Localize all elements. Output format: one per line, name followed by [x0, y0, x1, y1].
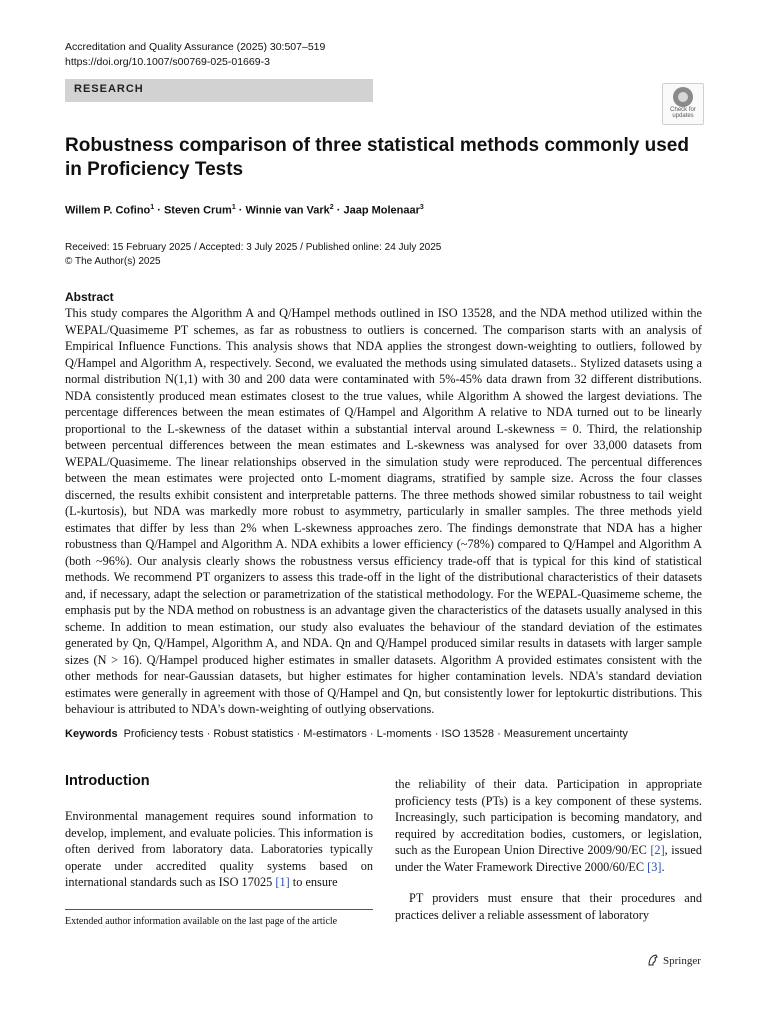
introduction-paragraph-right: the reliability of their data. Participation in appropriate proficiency tests (PTs) is a key component of these systems. Increasingly, such participation is becoming mandatory, and required by accreditation bodies, customers, or legislation, such as the European Union Directive 2009/90/EC [2], issued under the Water Framework Directive 2000/60/EC [3]. — [395, 777, 702, 874]
doi-link[interactable]: https://doi.org/10.1007/s00769-025-01669-3 — [65, 56, 270, 68]
author-name[interactable]: Steven Crum — [163, 204, 232, 217]
springer-horse-icon — [646, 953, 660, 967]
citation-link[interactable]: [2] — [650, 843, 665, 857]
citation-link[interactable]: [3] — [647, 859, 662, 874]
copyright-line: © The Author(s) 2025 — [65, 256, 161, 267]
section-label-bar — [65, 79, 373, 102]
publisher-name: Springer — [663, 955, 701, 967]
check-updates-icon — [673, 87, 693, 107]
introduction-paragraph-left: Environmental management requires sound information to develop, implement, and evaluate policies. This information is often derived from laboratory data. Laboratories typically operate under accredited quality systems based on international standards such as ISO 17025 [1] to ensure — [65, 809, 373, 889]
author-affiliation: 2 — [329, 204, 334, 211]
section-label: RESEARCH — [74, 83, 144, 95]
author-affiliation: 1 — [150, 204, 155, 211]
footnote: Extended author information available on the last page of the article — [65, 916, 338, 927]
article-title: Robustness comparison of three statistical methods commonly used in Proficiency Tests — [65, 135, 689, 180]
introduction-paragraph-right-2: PT providers must ensure that their procedures and practices deliver a reliable assessment of laboratory — [395, 891, 702, 922]
abstract-text: This study compares the Algorithm A and Q/Hampel methods outlined in ISO 13528, and the NDA method utilized within the WEPAL/Quasimeme PT schemes, as far as robustness to outliers is concerned. The comparison starts with an analysis of Empirical Influence Functions. This analysis shows that NDA applies the strongest down-weighting to outliers, followed by Q/Hampel and Algorithm A, respectively. Second, we evaluated the methods using simulated datasets.. Stylized datasets using a normal distribution N(1,1) with 30 and 200 data were contaminated with 5%-45% data drawn from 32 different distributions. NDA consistently produced mean estimates closest to the true values, while Algorithm A showed the largest deviations. The percentage differences between the mean estimates of Q/Hampel and Algorithm A relative to NDA turned out to be linearly proportional to the L-skewness of the dataset within a substantial interval around L-skewness = 0. Third, the relationship between percentual differences between the mean estimates and L-skewness was analysed for over 33,000 datasets from WEPAL/Quasimeme. The linear relationships observed in the simulation study were reproduced. The percentual differences between the mean estimates were projected onto L-moment diagrams, stratified by sample size. Across the four classes discerned, the results exhibit consistent and interpretable patterns. The three methods showed similar robustness to tail weight (L-kurtosis), but NDA was markedly more robust to asymmetry, particularly in smaller samples. The three methods yield estimates that differ by less than 2% when L-skewness approaches zero. The findings demonstrate that NDA has a higher robustness than Q/Hampel and Algorithm A. NDA exhibits a lower efficiency (~78%) compared to Q/Hampel and Algorithm A (both ~96%). Our analysis clearly shows the robustness versus efficiency trade-off that is typical for this kind of statistical methods. We recommend PT organizers to assess this trade-off in the light of the distributional characteristics of their datasets and, if necessary, adapt the selection or parametrization of the statistical methodology. For the WEPAL-Quasimeme scheme, the emphasis put by the NDA method on robustness is an advantage given the characteristics of the datasets usually analysed in this scheme. In addition to mean estimation, our study also evaluates the behaviour of the standard deviation of the estimates generated by Qn, Q/Hampel, Algorithm A, and NDA. Qn and Q/Hampel produced similar results in datasets with larger sample sizes (N > 16). Q/Hampel produced higher estimates in smaller datasets. Algorithm A provided estimates consistent with the other methods for near-Gaussian datasets, but higher estimates for higher contamination levels. NDA's standard deviation estimates were generally in agreement with those of Q/Hampel and Qn, but consistently lower for leptokurtic distributions. This behaviour is attributed to NDA's down-weighting of outlying observations. — [65, 306, 702, 716]
author-affiliation: 3 — [419, 204, 424, 211]
journal-citation: Accreditation and Quality Assurance (2025) 30:507–519 — [65, 41, 326, 53]
introduction-heading: Introduction — [65, 773, 150, 789]
badge-line1: Check for — [670, 107, 696, 113]
journal-header — [65, 40, 325, 70]
author-name[interactable]: Willem P. Cofino — [65, 204, 151, 217]
author-name[interactable]: Winnie van Vark — [245, 204, 330, 217]
badge-line2: updates — [672, 113, 694, 119]
keywords-list: Proficiency tests · Robust statistics · M-estimators · L-moments · ISO 13528 · Measurement uncertainty — [123, 728, 628, 740]
keywords-label: Keywords — [65, 728, 118, 740]
abstract-heading: Abstract — [65, 290, 114, 304]
keywords — [65, 728, 628, 740]
publisher-logo — [646, 953, 701, 967]
author-affiliation: 1 — [231, 204, 236, 211]
received-accepted-published: Received: 15 February 2025 / Accepted: 3 July 2025 / Published online: 24 July 2025 — [65, 242, 442, 253]
author-list: Willem P. Cofino$^1$ · Steven Crum$^1$ · Winnie van Vark$^2$ · Jaap Molenaar$^3$ — [65, 204, 424, 217]
author-name[interactable]: Jaap Molenaar — [343, 204, 420, 217]
footnote-divider — [65, 909, 373, 910]
citation-link[interactable]: [1] — [275, 875, 290, 889]
publication-dates — [65, 241, 441, 269]
check-for-updates-badge[interactable] — [662, 83, 704, 125]
